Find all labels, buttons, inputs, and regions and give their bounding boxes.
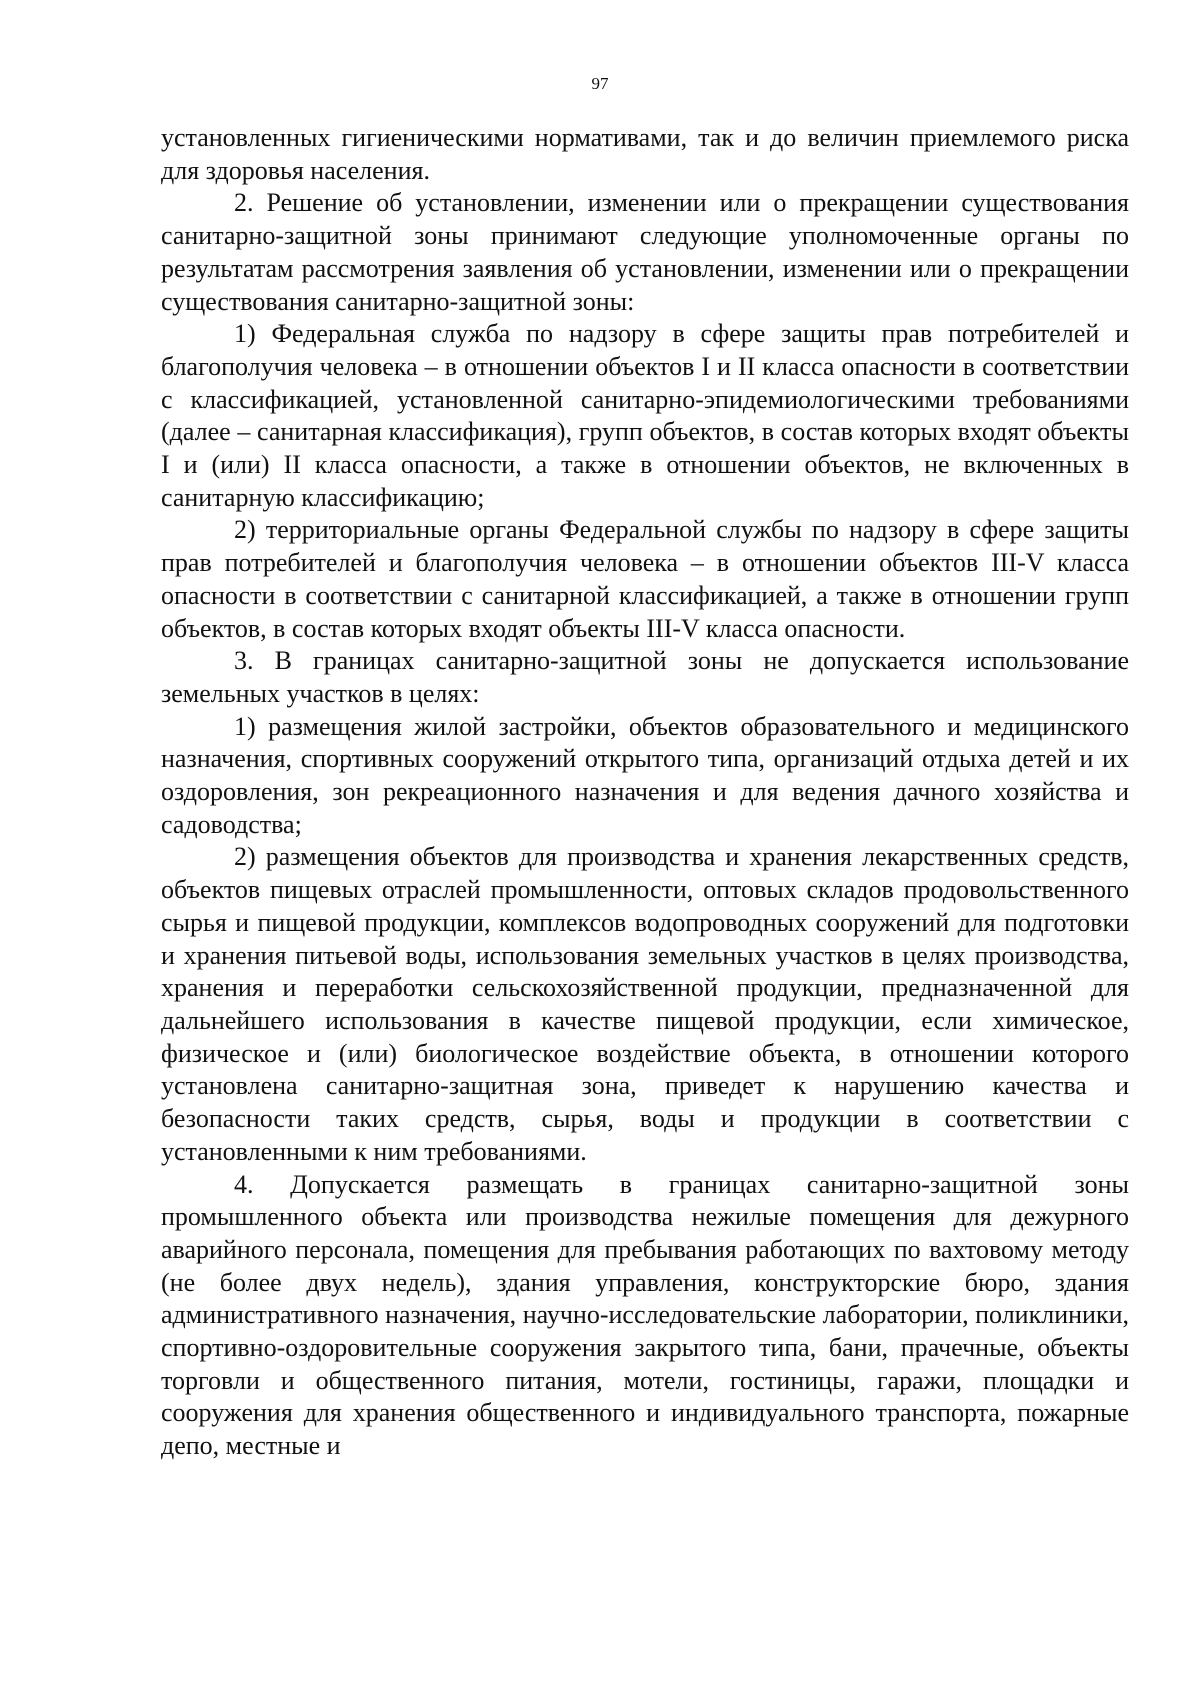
paragraph-subitem-2-2: 2) территориальные органы Федеральной службы по надзору в сфере защиты прав потребителей и благополучия человека – в отношении объектов III-V класса опасности в соответствии с санитарной классификацией, а также в отношении групп объектов, в состав которых входят объекты III-V класса опасности. <box>161 515 1129 643</box>
page-number: 97 <box>591 74 609 93</box>
paragraph-item-4: 4. Допускается размещать в границах санитарно-защитной зоны промышленного объекта или производства нежилые помещения для дежурного аварийного персонала, помещения для пребывания работающих по вахтовому методу (не более двух недель), здания управления, конструкторские бюро, здания административного назначения, научно-исследовательские лаборатории, поликлиники, спортивно-оздоровительные сооружения закрытого типа, бани, прачечные, объекты торговли и общественного питания, мотели, гостиницы, гаражи, площадки и сооружения для хранения общественного и индивидуального транспорта, пожарные депо, местные и <box>161 1169 1129 1461</box>
paragraph-item-3: 3. В границах санитарно-защитной зоны не допускается использование земельных участков в целях: <box>161 646 1129 708</box>
paragraph-subitem-2-1: 1) Федеральная служба по надзору в сфере защиты прав потребителей и благополучия человека – в отношении объектов I и II класса опасности в соответствии с классификацией, установленной санитарно-эпидемиологическими требованиями (далее – санитарная классификация), групп объектов, в состав которых входят объекты I и (или) II класса опасности, а также в отношении объектов, не включенных в санитарную классификацию; <box>161 319 1129 512</box>
paragraph-continuation: установленных гигиеническими нормативами, так и до величин приемлемого риска для здоровья населения. <box>161 123 1129 185</box>
paragraph-subitem-3-2: 2) размещения объектов для производства и хранения лекарственных средств, объектов пищевых отраслей промышленности, оптовых складов продовольственного сырья и пищевой продукции, комплексов водопроводных сооружений для подготовки и хранения питьевой воды, использования земельных участков в целях производства, хранения и переработки сельскохозяйственной продукции, предназначенной для дальнейшего использования в качестве пищевой продукции, если химическое, физическое и (или) биологическое воздействие объекта, в отношении которого установлена санитарно-защитная зона, приведет к нарушению качества и безопасности таких средств, сырья, воды и продукции в соответствии с установленными к ним требованиями. <box>161 842 1129 1166</box>
document-body <box>161 122 1129 1463</box>
paragraph-item-2: 2. Решение об установлении, изменении или о прекращении существования санитарно-защитной зоны принимают следующие уполномоченные органы по результатам рассмотрения заявления об установлении, изменении или о прекращении существования санитарно-защитной зоны: <box>161 188 1129 316</box>
paragraph-subitem-3-1: 1) размещения жилой застройки, объектов образовательного и медицинского назначения, спортивных сооружений открытого типа, организаций отдыха детей и их оздоровления, зон рекреационного назначения и для ведения дачного хозяйства и садоводства; <box>161 711 1129 839</box>
